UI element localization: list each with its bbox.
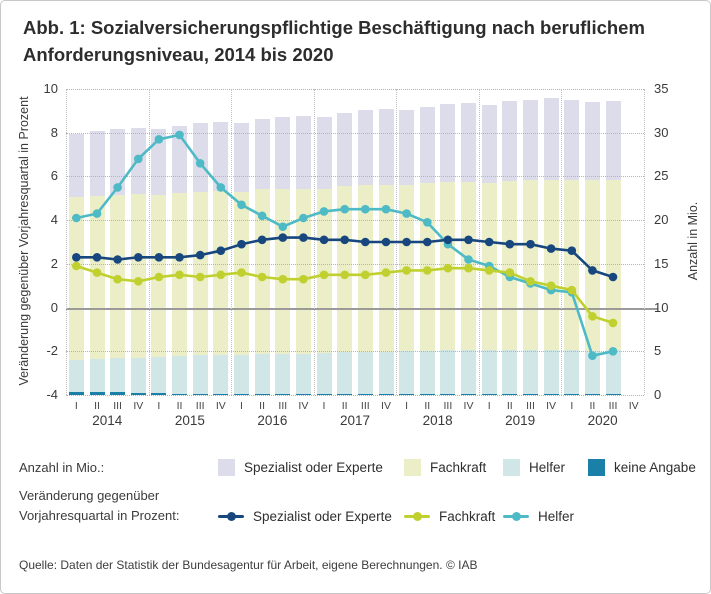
legend-line-marker (404, 511, 430, 521)
x-tick-quarter: III (278, 400, 288, 412)
marker-spezialist-oder-experte (609, 273, 618, 282)
year-separator-gridline (644, 89, 645, 395)
right-axis-tick: 5 (654, 343, 662, 359)
marker-fachkraft (217, 271, 226, 280)
marker-fachkraft (299, 275, 308, 284)
legend-label: Spezialist oder Experte (244, 459, 383, 475)
marker-fachkraft (237, 268, 246, 277)
left-axis-tick: 6 (50, 168, 58, 184)
x-tick-quarter: III (195, 400, 205, 412)
marker-helfer (423, 218, 432, 227)
marker-helfer (402, 209, 411, 218)
legend-line-marker (218, 511, 244, 521)
legend-row2-label (19, 486, 219, 526)
x-tick-quarter: IV (381, 400, 391, 412)
marker-helfer (340, 205, 349, 214)
marker-fachkraft (258, 273, 267, 282)
marker-fachkraft (464, 264, 473, 273)
marker-spezialist-oder-experte (340, 236, 349, 245)
x-label-year: 2016 (257, 413, 288, 428)
marker-spezialist-oder-experte (279, 233, 288, 242)
marker-spezialist-oder-experte (258, 236, 267, 245)
marker-spezialist-oder-experte (237, 240, 246, 249)
marker-fachkraft (382, 268, 391, 277)
right-axis-tick: 20 (654, 212, 669, 228)
marker-spezialist-oder-experte (506, 240, 515, 249)
marker-fachkraft (175, 271, 184, 280)
x-tick-quarter: III (526, 400, 535, 412)
marker-spezialist-oder-experte (113, 255, 122, 264)
marker-fachkraft (423, 266, 432, 275)
marker-fachkraft (444, 264, 453, 273)
x-tick-quarter: III (443, 400, 453, 412)
marker-spezialist-oder-experte (134, 253, 143, 262)
legend-dot (512, 512, 521, 521)
left-axis-tick: 2 (50, 255, 58, 271)
x-tick-quarter: I (570, 400, 574, 412)
right-axis-tick: 0 (654, 387, 662, 402)
marker-helfer (113, 183, 122, 192)
marker-fachkraft (361, 271, 370, 280)
legend-dot (227, 512, 236, 521)
x-tick-quarter: IV (546, 400, 557, 412)
x-tick-quarter: III (608, 400, 618, 412)
legend-label: Fachkraft (439, 508, 496, 524)
marker-fachkraft (506, 268, 515, 277)
marker-helfer (72, 214, 81, 223)
figure-title: Abb. 1: Sozialversicherungspflichtige Beschäftigung nach beruflichem Anforderungsniveau, 2014 bis 2020 (23, 17, 645, 65)
line-series-layer (66, 89, 644, 395)
x-tick-quarter: IV (298, 400, 309, 412)
marker-spezialist-oder-experte (382, 238, 391, 247)
x-label-year: 2017 (339, 413, 371, 428)
marker-spezialist-oder-experte (155, 253, 164, 262)
marker-fachkraft (485, 266, 494, 275)
legend-label: Helfer (529, 459, 566, 475)
marker-helfer (258, 212, 267, 221)
marker-spezialist-oder-experte (320, 236, 329, 245)
x-tick-quarter: I (157, 400, 161, 412)
x-tick-quarter: IV (133, 400, 144, 412)
marker-fachkraft (526, 277, 535, 286)
legend-dot (413, 512, 422, 521)
legend-item-bar-fachkraft (404, 457, 486, 477)
x-tick-quarter: III (113, 400, 122, 412)
marker-spezialist-oder-experte (464, 236, 473, 245)
plot-area (43, 81, 669, 402)
x-label-year: 2018 (422, 413, 453, 428)
marker-helfer (134, 155, 143, 164)
legend-label: keine Angabe (614, 459, 696, 475)
marker-spezialist-oder-experte (361, 238, 370, 247)
marker-spezialist-oder-experte (485, 238, 494, 247)
legend-item-line-fachkraft (404, 506, 495, 526)
marker-spezialist-oder-experte (72, 253, 81, 262)
legend-row2-label-line: Vorjahresquartal in Prozent: (19, 508, 180, 523)
x-tick-quarter: II (259, 400, 266, 412)
marker-fachkraft (72, 262, 81, 271)
marker-helfer (175, 131, 184, 140)
marker-spezialist-oder-experte (444, 236, 453, 245)
marker-helfer (320, 207, 329, 216)
legend-swatch (404, 459, 421, 476)
x-tick-quarter: I (240, 400, 243, 412)
marker-spezialist-oder-experte (526, 240, 535, 249)
x-tick-quarter: IV (463, 400, 474, 412)
legend-line-marker (503, 511, 529, 521)
marker-helfer (588, 351, 597, 360)
marker-fachkraft (547, 281, 556, 290)
marker-fachkraft (196, 273, 205, 282)
x-tick-quarter: II (506, 400, 513, 412)
right-axis-tick: 15 (654, 255, 669, 271)
marker-fachkraft (588, 312, 597, 321)
x-tick-quarter: II (424, 400, 431, 412)
marker-fachkraft (340, 271, 349, 280)
marker-spezialist-oder-experte (217, 246, 226, 255)
left-axis-title: Veränderung gegenüber Vorjahresquartal in Prozent (17, 96, 31, 386)
x-tick-quarter: I (74, 400, 78, 412)
marker-fachkraft (402, 266, 411, 275)
legend-swatch (218, 459, 235, 476)
legend-item-bar-helfer (503, 457, 565, 477)
left-axis-tick: -2 (46, 343, 58, 359)
marker-spezialist-oder-experte (93, 253, 102, 262)
legend-item-line-spezialist-oder-experte (218, 506, 392, 526)
marker-helfer (155, 135, 164, 144)
marker-spezialist-oder-experte (423, 238, 432, 247)
marker-helfer (279, 222, 288, 231)
marker-spezialist-oder-experte (568, 246, 577, 255)
legend-item-line-helfer (503, 506, 574, 526)
marker-spezialist-oder-experte (588, 266, 597, 275)
x-tick-quarter: III (360, 400, 370, 412)
marker-helfer (196, 159, 205, 168)
left-axis-tick: -4 (46, 387, 58, 402)
legend-row2-label-line: Veränderung gegenüber (19, 488, 160, 503)
marker-spezialist-oder-experte (299, 233, 308, 242)
x-tick-quarter: I (405, 400, 409, 412)
marker-fachkraft (320, 271, 329, 280)
legend-item-bar-spezialist-oder-experte (218, 457, 383, 477)
marker-helfer (299, 214, 308, 223)
marker-fachkraft (93, 268, 102, 277)
x-tick-quarter: I (322, 400, 326, 412)
marker-helfer (382, 205, 391, 214)
legend-swatch (503, 459, 520, 476)
right-axis-tick: 25 (654, 168, 669, 184)
x-tick-quarter: IV (215, 400, 226, 412)
left-axis-tick: 4 (50, 212, 58, 228)
left-axis-tick: 0 (50, 299, 58, 315)
marker-helfer (237, 201, 246, 210)
marker-helfer (217, 183, 226, 192)
x-label-year: 2015 (174, 413, 205, 428)
marker-fachkraft (609, 319, 618, 328)
right-axis-title: Anzahl in Mio. (686, 201, 700, 281)
x-tick-quarter: I (487, 400, 491, 412)
legend-label: Fachkraft (430, 459, 487, 475)
marker-spezialist-oder-experte (547, 244, 556, 253)
x-label-year: 2020 (587, 413, 618, 428)
marker-fachkraft (134, 277, 143, 286)
x-tick-quarter: II (94, 400, 100, 412)
left-axis-tick: 8 (50, 124, 58, 140)
legend-label: Helfer (538, 508, 575, 524)
marker-helfer (93, 209, 102, 218)
x-tick-quarter: II (176, 400, 183, 412)
legend-item-bar-keine-angabe (588, 457, 696, 477)
marker-helfer (464, 255, 473, 264)
right-axis-tick: 30 (654, 124, 669, 140)
legend-row1-label: Anzahl in Mio.: (19, 460, 105, 475)
marker-helfer (361, 205, 370, 214)
marker-fachkraft (113, 275, 122, 284)
x-tick-quarter: II (341, 400, 348, 412)
right-axis-tick: 10 (654, 299, 669, 315)
marker-spezialist-oder-experte (402, 238, 411, 247)
marker-spezialist-oder-experte (175, 253, 184, 262)
marker-spezialist-oder-experte (196, 251, 205, 260)
right-axis-tick: 35 (654, 81, 669, 96)
left-axis-tick: 10 (43, 81, 58, 96)
x-tick-quarter: II (589, 400, 596, 412)
legend-swatch (588, 459, 605, 476)
marker-fachkraft (155, 273, 164, 282)
x-label-year: 2019 (505, 413, 536, 428)
x-label-year: 2014 (92, 413, 123, 428)
marker-fachkraft (568, 286, 577, 295)
marker-fachkraft (279, 275, 288, 284)
h-gridline (66, 395, 644, 396)
marker-helfer (609, 347, 618, 356)
x-tick-quarter: IV (628, 400, 639, 412)
legend-label: Spezialist oder Experte (253, 508, 392, 524)
source-note: Quelle: Daten der Statistik der Bundesagentur für Arbeit, eigene Berechnungen. © IAB (19, 558, 478, 572)
